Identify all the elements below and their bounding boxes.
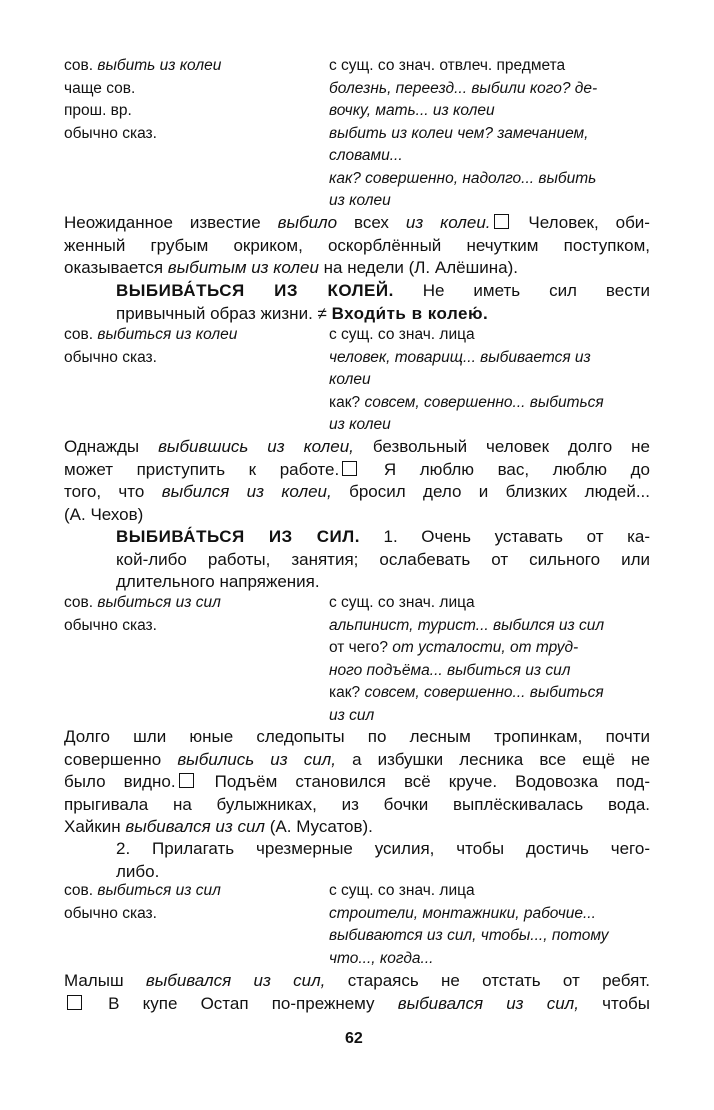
- grammar-note: сов. выбить из колеи: [64, 57, 222, 74]
- grammar-note: [64, 637, 329, 660]
- grammar-note: [64, 660, 329, 683]
- entry-heading-1: ВЫБИВА́ТЬСЯ ИЗ КОЛЕЙ. Не иметь сил вести привычный образ жизни. ≠ Входи́ть в колею́.: [116, 281, 650, 323]
- collocation-note: колеи: [329, 371, 371, 388]
- collocation-note: выбить из колеи чем? замечанием,: [329, 124, 589, 142]
- collocation-note: что..., когда...: [329, 949, 434, 967]
- grammar-note: [64, 948, 329, 971]
- grammar-note: [64, 392, 329, 415]
- grammar-note: обычно сказ.: [64, 348, 157, 366]
- collocation-note: вочку, мать... из колеи: [329, 102, 495, 119]
- grammar-note: [64, 414, 329, 437]
- collocation-note: от чего? от усталости, от труд-: [329, 639, 579, 656]
- headword: ВЫБИВА́ТЬСЯ ИЗ СИЛ.: [116, 527, 360, 546]
- grammar-note: обычно сказ.: [64, 616, 157, 634]
- separator-box-icon: [342, 461, 357, 476]
- example-paragraph-2: Однажды выбившись из колеи, безвольный человек долго не может приступить к работе. Я люблю вас, люблю до того, что выбился из колеи, бросил дело и близких людей... (А. Чехов): [64, 437, 650, 524]
- grammar-note: [64, 168, 329, 191]
- collocation-note: строители, монтажники, рабочие...: [329, 904, 596, 922]
- collocation-note: из сил: [329, 706, 375, 724]
- collocation-note: с сущ. со знач. лица: [329, 882, 475, 899]
- collocation-note: болезнь, переезд... выбили кого? де-: [329, 79, 598, 97]
- collocation-note: выбиваются из сил, чтобы..., потому: [329, 927, 609, 944]
- usage-grid-2: [64, 324, 654, 437]
- collocation-note: с сущ. со знач. лица: [329, 326, 475, 343]
- collocation-note: альпинист, турист... выбился из сил: [329, 616, 605, 634]
- grammar-note: [64, 190, 329, 213]
- grammar-note: сов. выбиться из сил: [64, 594, 221, 611]
- grammar-note: [64, 705, 329, 728]
- grammar-note: обычно сказ.: [64, 904, 157, 922]
- collocation-note: как? совсем, совершенно... выбиться: [329, 684, 604, 701]
- collocation-note: с сущ. со знач. отвлеч. предмета: [329, 57, 566, 74]
- grammar-note: прош. вр.: [64, 102, 132, 119]
- collocation-note: из колеи: [329, 416, 391, 433]
- separator-box-icon: [67, 995, 82, 1010]
- collocation-note: человек, товарищ... выбивается из: [329, 348, 591, 366]
- collocation-note: с сущ. со знач. лица: [329, 594, 475, 611]
- page-number: 62: [345, 1030, 363, 1047]
- grammar-note: [64, 925, 329, 948]
- separator-box-icon: [179, 773, 194, 788]
- collocation-note: словами...: [329, 147, 403, 164]
- grammar-note: сов. выбиться из сил: [64, 882, 221, 899]
- usage-grid-3: [64, 592, 654, 727]
- grammar-note: чаще сов.: [64, 79, 136, 97]
- usage-grid-4: [64, 880, 654, 970]
- grammar-note: [64, 145, 329, 168]
- grammar-note: [64, 369, 329, 392]
- entry-heading-2: ВЫБИВА́ТЬСЯ ИЗ СИЛ. 1. Очень уставать от ка- кой-либо работы, занятия; ослабевать от сильного или длительного напряжения.: [116, 527, 650, 591]
- grammar-note: [64, 682, 329, 705]
- antonym: Входи́ть в колею́.: [331, 303, 489, 323]
- grammar-note: обычно сказ.: [64, 124, 157, 142]
- example-paragraph-1: Неожиданное известие выбило всех из колеи. Человек, оби- женный грубым окриком, оскорблённый нечутким поступком, оказывается выбитым из колеи на недели (Л. Алёшина).: [64, 213, 650, 277]
- collocation-note: ного подъёма... выбиться из сил: [329, 661, 571, 679]
- collocation-note: как? совсем, совершенно... выбиться: [329, 393, 604, 411]
- usage-grid-1: [64, 55, 654, 213]
- example-paragraph-3: Долго шли юные следопыты по лесным тропинкам, почти совершенно выбились из сил, а избушки лесника все ещё не было видно. Подъём становился всё круче. Водовозка под- прыгивала на булыжниках, из бочки выплёскивалась вода. Хайкин выбивался из сил (А. Мусатов).: [64, 727, 651, 836]
- collocation-note: как? совершенно, надолго... выбить: [329, 169, 597, 187]
- separator-box-icon: [494, 214, 509, 229]
- entry-heading-3: 2. Прилагать чрезмерные усилия, чтобы достичь чего- либо.: [116, 839, 650, 881]
- example-paragraph-4: Малыш выбивался из сил, стараясь не отстать от ребят. В купе Остап по-прежнему выбивался из сил, чтобы: [64, 971, 650, 1013]
- grammar-note: сов. выбиться из колеи: [64, 326, 238, 343]
- headword: ВЫБИВА́ТЬСЯ ИЗ КОЛЕЙ.: [116, 281, 394, 300]
- collocation-note: из колеи: [329, 192, 391, 209]
